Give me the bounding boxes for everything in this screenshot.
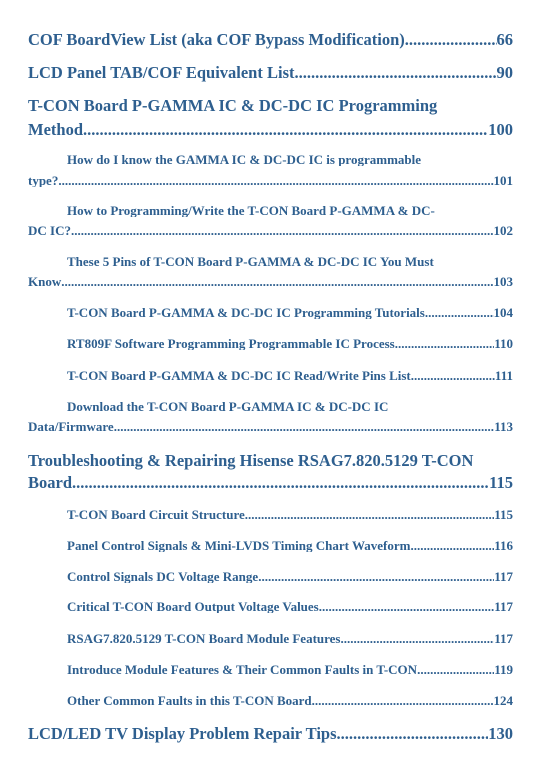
toc-entry-title: Know (28, 275, 62, 288)
page-number: 110 (494, 337, 513, 350)
toc-entry-title: Other Common Faults in this T-CON Board (67, 694, 312, 707)
page-number: 124 (493, 694, 513, 707)
toc-entry-line[interactable] (28, 726, 513, 743)
page-number: 117 (494, 600, 513, 613)
toc-entry-line[interactable] (67, 663, 513, 676)
page-number: 100 (488, 122, 513, 139)
page-number: 115 (494, 508, 513, 521)
dot-leader (114, 420, 495, 433)
toc-entry-title: Control Signals DC Voltage Range (67, 570, 259, 583)
toc-entry-title: DC IC? (28, 224, 71, 237)
toc-entry-line[interactable] (67, 153, 513, 166)
toc-entry-title: Panel Control Signals & Mini-LVDS Timing Chart Waveform (67, 539, 411, 552)
toc-entry-line[interactable] (67, 255, 513, 268)
toc-entry-line[interactable] (67, 400, 513, 413)
toc-entry-title: T-CON Board Circuit Structure (67, 508, 245, 521)
page-number: 104 (493, 306, 513, 319)
toc-entry-line[interactable] (67, 694, 513, 707)
dot-leader (61, 275, 493, 288)
toc-entry-title: Data/Firmware (28, 420, 114, 433)
page-number: 90 (496, 65, 513, 82)
toc-entry-title: Critical T-CON Board Output Voltage Values (67, 600, 319, 613)
toc-entry-line[interactable] (28, 98, 513, 115)
toc-entry-title: LCD Panel TAB/COF Equivalent List (28, 65, 295, 82)
dot-leader (312, 694, 494, 707)
toc-entry-line[interactable] (28, 122, 513, 139)
toc-entry-line[interactable] (28, 420, 513, 433)
toc-entry-line[interactable] (28, 32, 513, 49)
toc-entry-title: RSAG7.820.5129 T-CON Board Module Features (67, 632, 341, 645)
toc-entry-title: How to Programming/Write the T-CON Board P-GAMMA & DC- (67, 204, 435, 217)
dot-leader (258, 570, 494, 583)
dot-leader (294, 65, 496, 82)
page-number: 103 (493, 275, 513, 288)
toc-entry-title: RT809F Software Programming Programmable IC Process (67, 337, 395, 350)
toc-entry-line[interactable] (67, 369, 513, 382)
dot-leader (319, 600, 494, 613)
page-number: 113 (494, 420, 513, 433)
page-number: 117 (494, 632, 513, 645)
toc-entry-line[interactable] (67, 508, 513, 521)
toc-entry-title: Method (28, 122, 83, 139)
dot-leader (410, 539, 494, 552)
page-number: 116 (494, 539, 513, 552)
dot-leader (72, 475, 489, 492)
toc-entry-title: These 5 Pins of T-CON Board P-GAMMA & DC-DC IC You Must (67, 255, 434, 268)
dot-leader (83, 122, 488, 139)
toc-entry-title: T-CON Board P-GAMMA & DC-DC IC Read/Write Pins List (67, 369, 411, 382)
toc-entry-title: How do I know the GAMMA IC & DC-DC IC is programmable (67, 153, 422, 166)
toc-entry-title: T-CON Board P-GAMMA & DC-DC IC Programming Tutorials (67, 306, 425, 319)
toc-entry-line[interactable] (67, 632, 513, 645)
toc-entry-title: Introduce Module Features & Their Common Faults in T-CON (67, 663, 418, 676)
toc-entry-title: type? (28, 174, 59, 187)
toc-entry-line[interactable] (28, 275, 513, 288)
toc-entry-title: Download the T-CON Board P-GAMMA IC & DC-DC IC (67, 400, 389, 413)
page-number: 102 (493, 224, 513, 237)
dot-leader (405, 32, 497, 49)
dot-leader (395, 337, 494, 350)
toc-entry-line[interactable] (28, 224, 513, 237)
page-number: 119 (494, 663, 513, 676)
page-number: 117 (494, 570, 513, 583)
page-number: 115 (489, 475, 513, 492)
toc-entry-line[interactable] (28, 453, 513, 470)
dot-leader (411, 369, 495, 382)
toc-entry-line[interactable] (28, 174, 513, 187)
dot-leader (58, 174, 493, 187)
dot-leader (337, 726, 489, 743)
toc-entry-line[interactable] (67, 204, 513, 217)
toc-entry-title: COF BoardView List (aka COF Bypass Modification) (28, 32, 405, 49)
toc-entry-title: T-CON Board P-GAMMA IC & DC-DC IC Programming (28, 98, 438, 115)
page-number: 130 (488, 726, 513, 743)
toc-entry-title: Board (28, 475, 73, 492)
toc-entry-line[interactable] (67, 337, 513, 350)
toc-entry-line[interactable] (67, 539, 513, 552)
dot-leader (245, 508, 494, 521)
toc-entry-line[interactable] (28, 475, 513, 492)
page-number: 101 (493, 174, 513, 187)
dot-leader (341, 632, 495, 645)
page-number: 111 (494, 369, 513, 382)
page-number: 66 (496, 32, 513, 49)
dot-leader (425, 306, 494, 319)
toc-entry-title: Troubleshooting & Repairing Hisense RSAG7.820.5129 T-CON (28, 453, 474, 470)
dot-leader (417, 663, 494, 676)
toc-entry-line[interactable] (28, 65, 513, 82)
toc-entry-title: LCD/LED TV Display Problem Repair Tips (28, 726, 337, 743)
toc-entry-line[interactable] (67, 600, 513, 613)
toc-entry-line[interactable] (67, 570, 513, 583)
toc-entry-line[interactable] (67, 306, 513, 319)
dot-leader (71, 224, 494, 237)
